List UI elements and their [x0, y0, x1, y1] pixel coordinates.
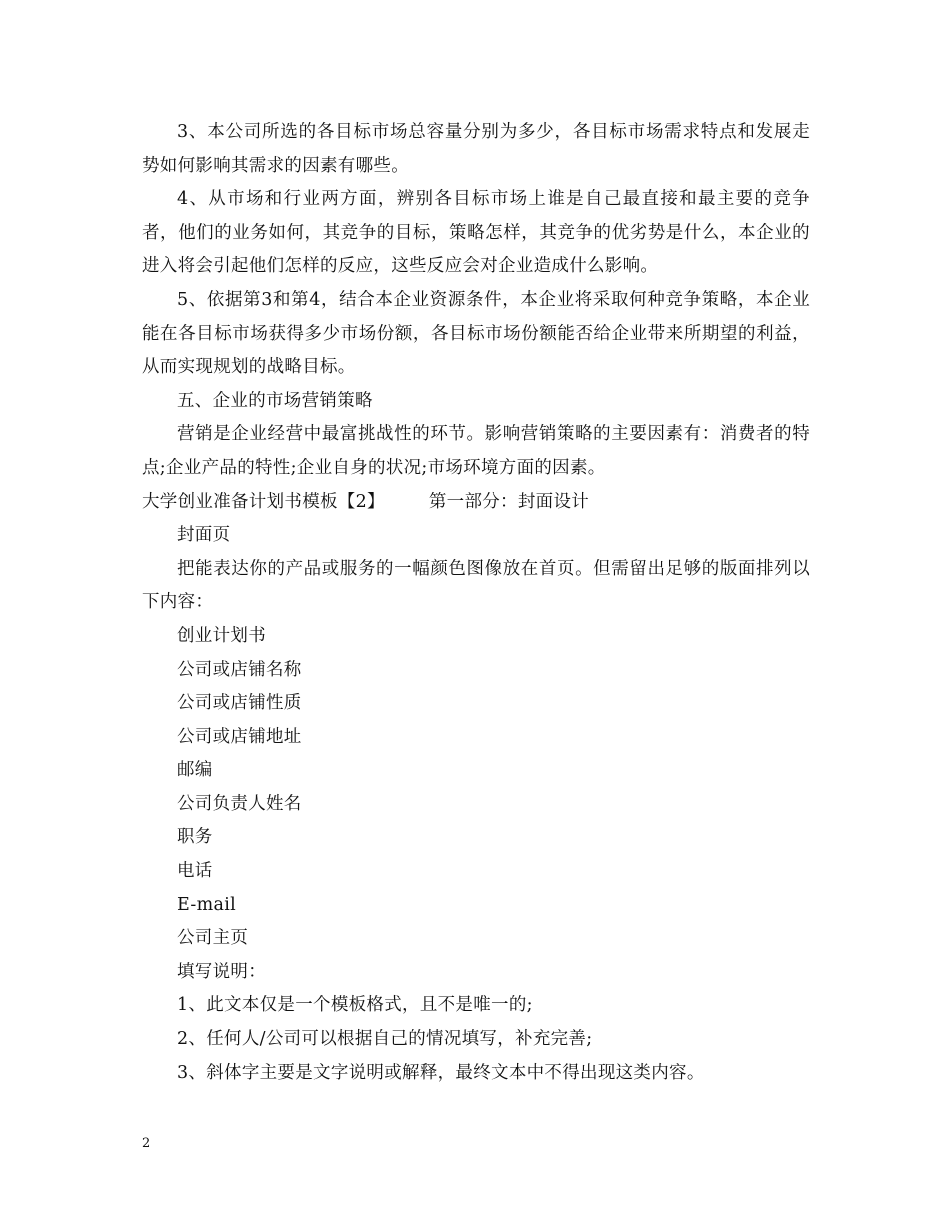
template-heading-line	[142, 486, 810, 520]
paragraph: 把能表达你的产品或服务的一幅颜色图像放在首页。但需留出足够的版面排列以下内容：	[142, 558, 810, 613]
instructions-heading: 填写说明：	[177, 961, 266, 982]
paragraph: 营销是企业经营中最富挑战性的环节。影响营销策略的主要因素有：消费者的特点;企业产品的特性;企业自身的状况;市场环境方面的因素。	[142, 424, 810, 478]
list-item: 邮编	[177, 760, 213, 781]
page-number: 2	[142, 1136, 151, 1151]
template-section: 第一部分：封面设计	[428, 491, 590, 512]
cover-page-label: 封面页	[177, 525, 231, 546]
list-item: 公司主页	[177, 928, 249, 949]
instruction-item: 3、斜体字主要是文字说明或解释，最终文本中不得出现这类内容。	[177, 1062, 705, 1083]
list-item: 公司或店铺地址	[177, 726, 302, 747]
instruction-item: 1、此文本仅是一个模板格式，且不是唯一的;	[177, 995, 533, 1016]
template-title: 大学创业准备计划书模板【2】	[142, 491, 385, 512]
list-item: E-mail	[177, 894, 237, 915]
section-heading: 五、企业的市场营销策略	[177, 390, 373, 411]
list-item: 公司或店铺名称	[177, 659, 302, 680]
list-item: 电话	[177, 861, 213, 882]
paragraph: 4、从市场和行业两方面，辨别各目标市场上谁是自己最直接和最主要的竞争者，他们的业务如何，其竞争的目标，策略怎样，其竞争的优劣势是什么，本企业的进入将会引起他们怎样的反应，这些反应会对企业造成什么影响。	[142, 189, 810, 277]
list-item: 公司负责人姓名	[177, 793, 302, 814]
document-body	[142, 116, 810, 1090]
list-item: 职务	[177, 827, 213, 848]
list-item: 创业计划书	[177, 625, 266, 646]
paragraph: 3、本公司所选的各目标市场总容量分别为多少，各目标市场需求特点和发展走势如何影响其需求的因素有哪些。	[142, 122, 810, 176]
paragraph: 5、依据第3和第4，结合本企业资源条件，本企业将采取何种竞争策略，本企业能在各目标市场获得多少市场份额，各目标市场份额能否给企业带来所期望的利益，从而实现规划的战略目标。	[142, 289, 810, 378]
instruction-item: 2、任何人/公司可以根据自己的情况填写，补充完善;	[177, 1029, 593, 1050]
list-item: 公司或店铺性质	[177, 693, 302, 714]
